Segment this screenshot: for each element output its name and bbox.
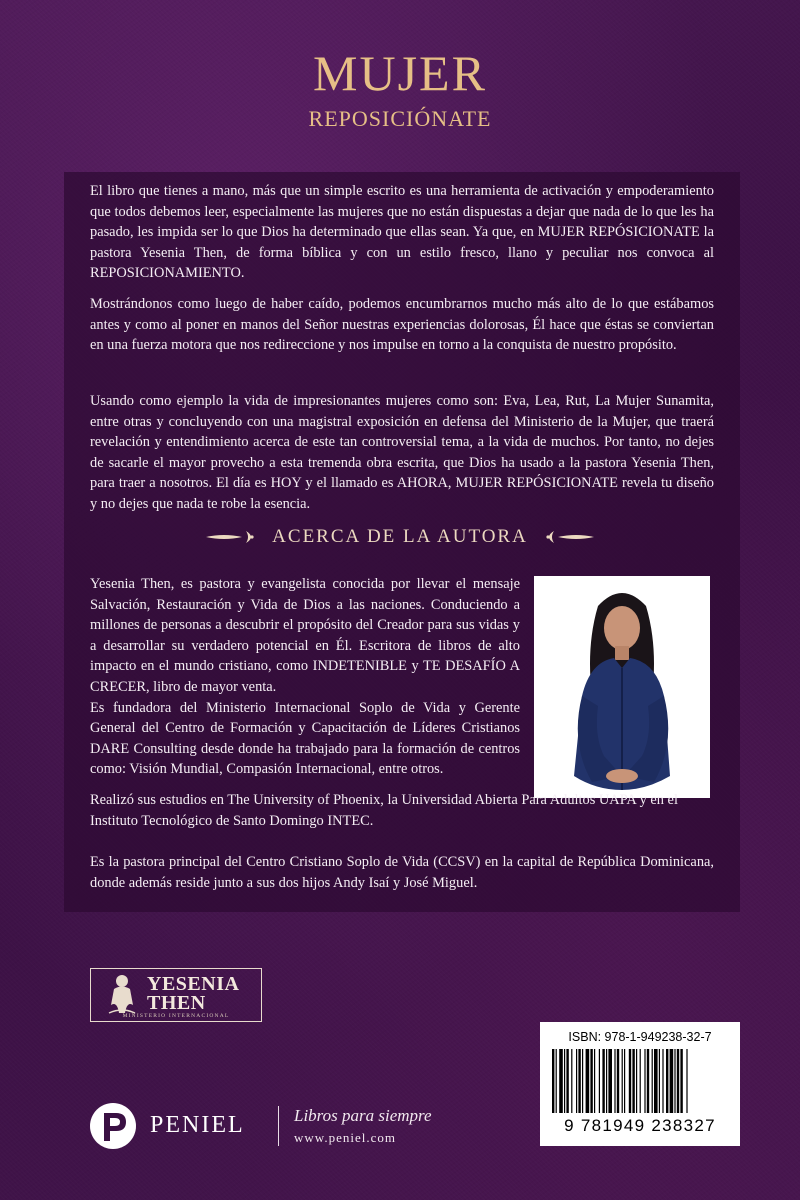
author-photo [534,576,710,798]
author-bio-block [90,574,520,780]
isbn-label: ISBN: 978-1-949238-32-7 [568,1030,712,1044]
barcode-bar [654,1049,658,1113]
barcode-bar [552,1049,554,1113]
barcode-bar [662,1049,663,1113]
barcode-bars [548,1049,732,1113]
synopsis-paragraph-3: Usando como ejemplo la vida de impresionantes mujeres como son: Eva, Lea, Rut, La Mujer Sunamita, entre otras y concluyendo con una magistral exposición en defensa del Ministerio de la Mujer, que traerá revelación y entendimiento acerca de este tan controversial tema, a la vida de muchos. Por tanto, no dejes de sacarle el mayor provecho a esta tremenda obra escrita, que Dios ha usado a la pastora Yesenia Then, para traer a nosotros. El día es HOY y el llamado es AHORA, MUJER REPÓSICIONATE revela tu diseño y no dejes que nada te robe la esencia. [90,393,714,512]
barcode-bar [629,1049,631,1113]
book-title: MUJER [313,45,487,101]
barcode-bar [652,1049,653,1113]
barcode-bar [608,1049,612,1113]
barcode-bar [606,1049,607,1113]
about-author-heading [0,526,800,548]
book-subtitle: REPOSICIÓNATE [308,106,492,131]
barcode-bar [571,1049,572,1113]
publisher-divider [278,1106,279,1146]
barcode-bar [666,1049,668,1113]
barcode-bar [674,1049,675,1113]
publisher-name: PENIEL [150,1112,245,1138]
author-bio-paragraph-1: Yesenia Then, es pastora y evangelista conocida por llevar el mensaje Salvación, Restauración y Vida de Dios a las naciones. Conduciendo a millones de personas a descubrir el propósito del Creador para sus vidas y a desarrollar su verdadero potencial en Él. Escritora de libros de alto impacto en el mundo cristiano, como INDETENIBLE y TE DESAFÍO A CRECER, libro de mayor venta. [90,576,520,695]
barcode-bar [578,1049,580,1113]
peniel-logo-icon [88,1101,138,1151]
author-bio-paragraph-2: Es fundadora del Ministerio Internacional Soplo de Vida y Gerente General del Centro de Formación y Capacitación de Líderes Cristianos DARE Consulting desde donde ha trabajado para la formación de centros como: Visión Mundial, Compasión Internacional, entre otros. [90,699,520,778]
isbn-barcode [540,1022,740,1146]
barcode-bar [659,1049,660,1113]
barcode-bar [632,1049,634,1113]
barcode-bar [582,1049,583,1113]
barcode-bar [617,1049,619,1113]
woman-silhouette-icon [97,971,147,1019]
barcode-bar [599,1049,600,1113]
barcode-bar [670,1049,674,1113]
synopsis-paragraph-2: Mostrándonos como luego de haber caído, podemos encumbrarnos mucho más alto de lo que estábamos antes y como al poner en manos del Señor nuestras experiencias dolorosas, Él hace que éstas se conviertan en una fuerza motora que nos redireccione y nos impulse en torno a la conquista de nuestro propósito. [90,296,714,354]
barcode-bar [590,1049,592,1113]
barcode-digits: 9 781949 238327 [564,1116,716,1135]
barcode-bar [622,1049,623,1113]
about-heading-label: ACERCA DE LA AUTORA [272,526,528,547]
barcode-bar [640,1049,641,1113]
barcode-bar [636,1049,637,1113]
cover-title [0,45,800,132]
ministry-name [147,975,239,1013]
barcode-bar [614,1049,615,1113]
ministry-tagline: MINISTERIO INTERNACIONAL [122,1013,230,1019]
barcode-bar [686,1049,687,1113]
barcode-bar [644,1049,645,1113]
ornament-left-icon [204,528,258,546]
synopsis-paragraph-1: El libro que tienes a mano, más que un simple escrito es una herramienta de activación y empoderamiento que todos debemos leer, especialmente las mujeres que no están dispuestas a dejar que nada de lo que les ha pasado, les impida ser lo que Dios ha determinado que ellas sean. Ya que, en MUJER REPÓSICIONATE la pastora Yesenia Then, de forma bíblica y con un estilo fresco, llano y peculiar nos convoca al REPOSICIONAMIENTO. [90,183,714,282]
barcode-bar [647,1049,649,1113]
author-bio-paragraph-3: Realizó sus estudios en The University of Phoenix, la Universidad Abierta Para Adultos UAPA y en el Instituto Tecnológico de Santo Domingo INTEC. [90,792,678,829]
barcode-bar [602,1049,604,1113]
ornament-right-icon [542,528,596,546]
ministry-name-line-2: THEN [147,992,206,1014]
barcode-bar [559,1049,563,1113]
publisher-logo [88,1098,448,1154]
barcode-bar [586,1049,590,1113]
publisher-slogan: Libros para siempre [294,1106,432,1125]
barcode-bar [576,1049,577,1113]
barcode-bar [677,1049,679,1113]
author-portrait-icon [534,576,710,798]
publisher-website: www.peniel.com [294,1130,396,1145]
barcode-bar [556,1049,557,1113]
barcode-bar [566,1049,568,1113]
barcode-bar [624,1049,625,1113]
ministry-name-line-1: YESENIA [147,973,240,995]
ministry-logo [90,968,262,1022]
barcode-bar [564,1049,565,1113]
barcode-bar [680,1049,682,1113]
barcode-bar [594,1049,595,1113]
author-bio-paragraph-4: Es la pastora principal del Centro Cristiano Soplo de Vida (CCSV) en la capital de República Dominicana, donde además reside junto a sus dos hijos Andy Isaí y José Miguel. [90,854,714,891]
